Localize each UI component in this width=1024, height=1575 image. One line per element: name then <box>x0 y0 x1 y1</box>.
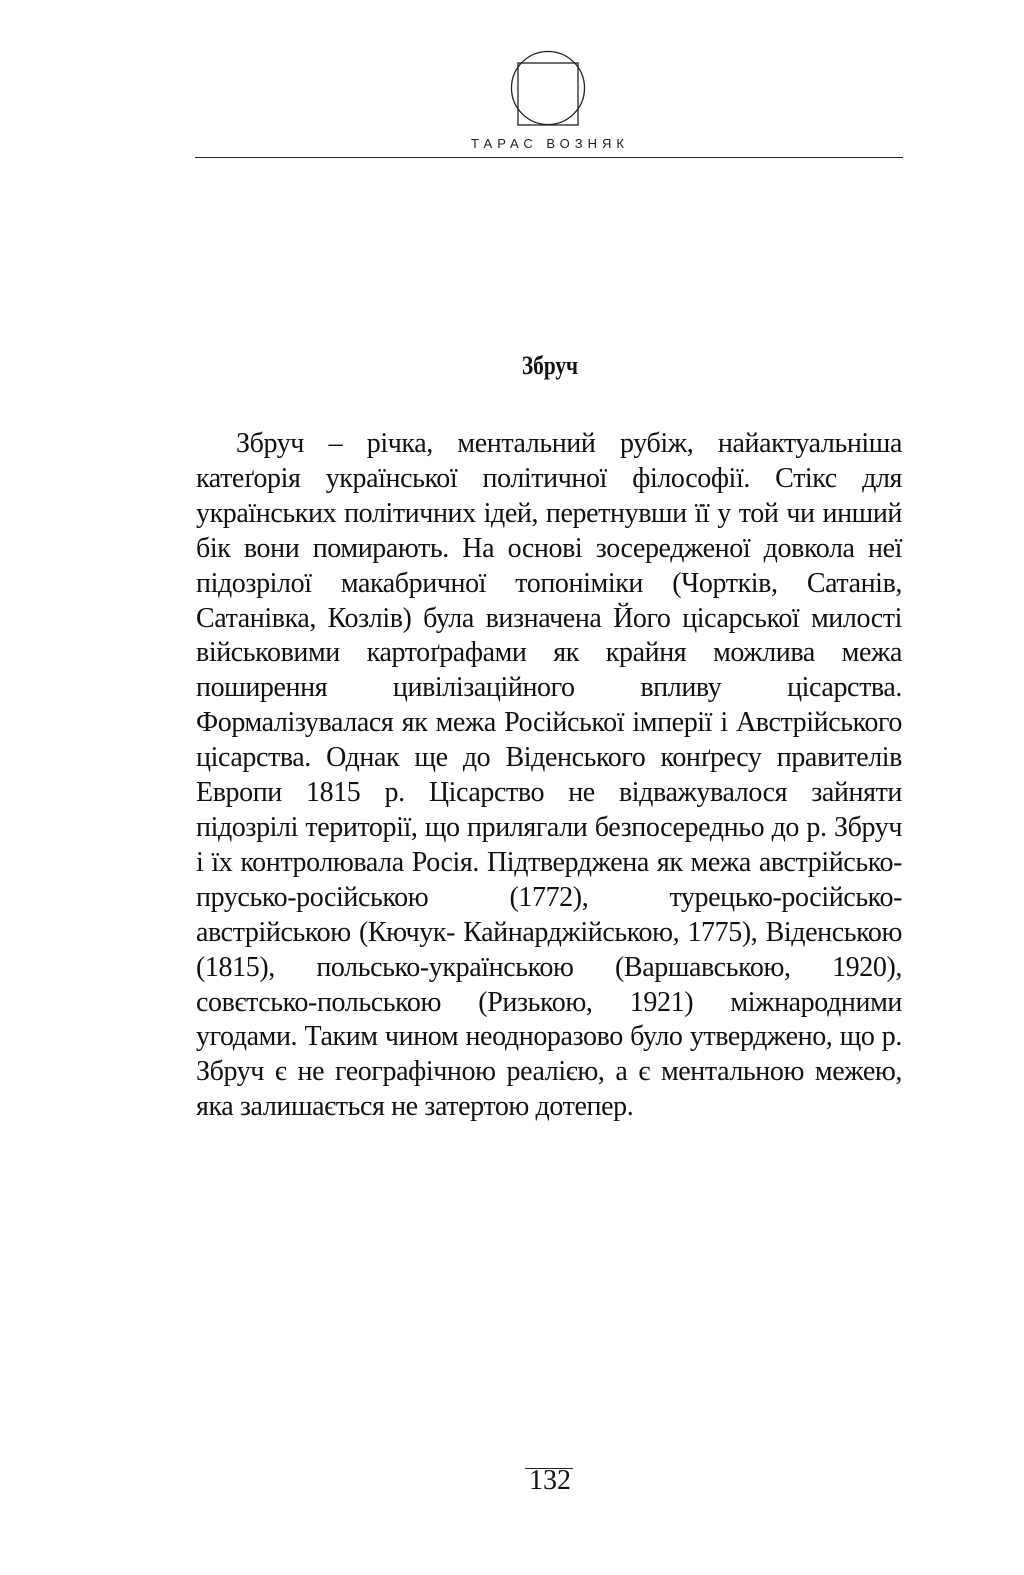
circle-square-logo-icon <box>510 50 586 126</box>
chapter-body-paragraph: Збруч – річка, ментальний рубіж, найактуальніша катеґорія української політичної філософії. Стікс для українських політичних ідей, перетнувши її у той чи инший бік вони помирають. На основі зосередженої довкола неї підозрілої макабричної топоніміки (Чортків, Сатанів, Сатанівка, Козлів) була визначена Його цісарської милості військовими картоґрафами як крайня можлива межа поширення цивілізаційного впливу цісарства. Формалізувалася як межа Російської імперії і Австрійського цісарства. Однак ще до Віденського конґресу правителів Европи 1815 р. Цісарство не відважувалося зайняти підозрілі території, що прилягали безпосередньо до р. Збруч і їх контролювала Росія. Підтверджена як межа австрійсько-прусько-російською (1772), турецько-російсько-австрійською (Кючук- Кайнарджійською, 1775), Віденською (1815), польсько-українською (Варшавською, 1920), совєтсько-польською (Ризькою, 1921) міжнародними угодами. Таким чином неодноразово було утверджено, що р. Збруч є не географічною реалією, а є ментальною межею, яка залишається не затертою дотепер. <box>196 428 902 1123</box>
header-divider <box>195 157 903 158</box>
page-number: 132 <box>529 1465 571 1496</box>
running-head: ТАРАС ВОЗНЯК <box>471 136 629 151</box>
chapter-title: Збруч <box>521 351 579 380</box>
